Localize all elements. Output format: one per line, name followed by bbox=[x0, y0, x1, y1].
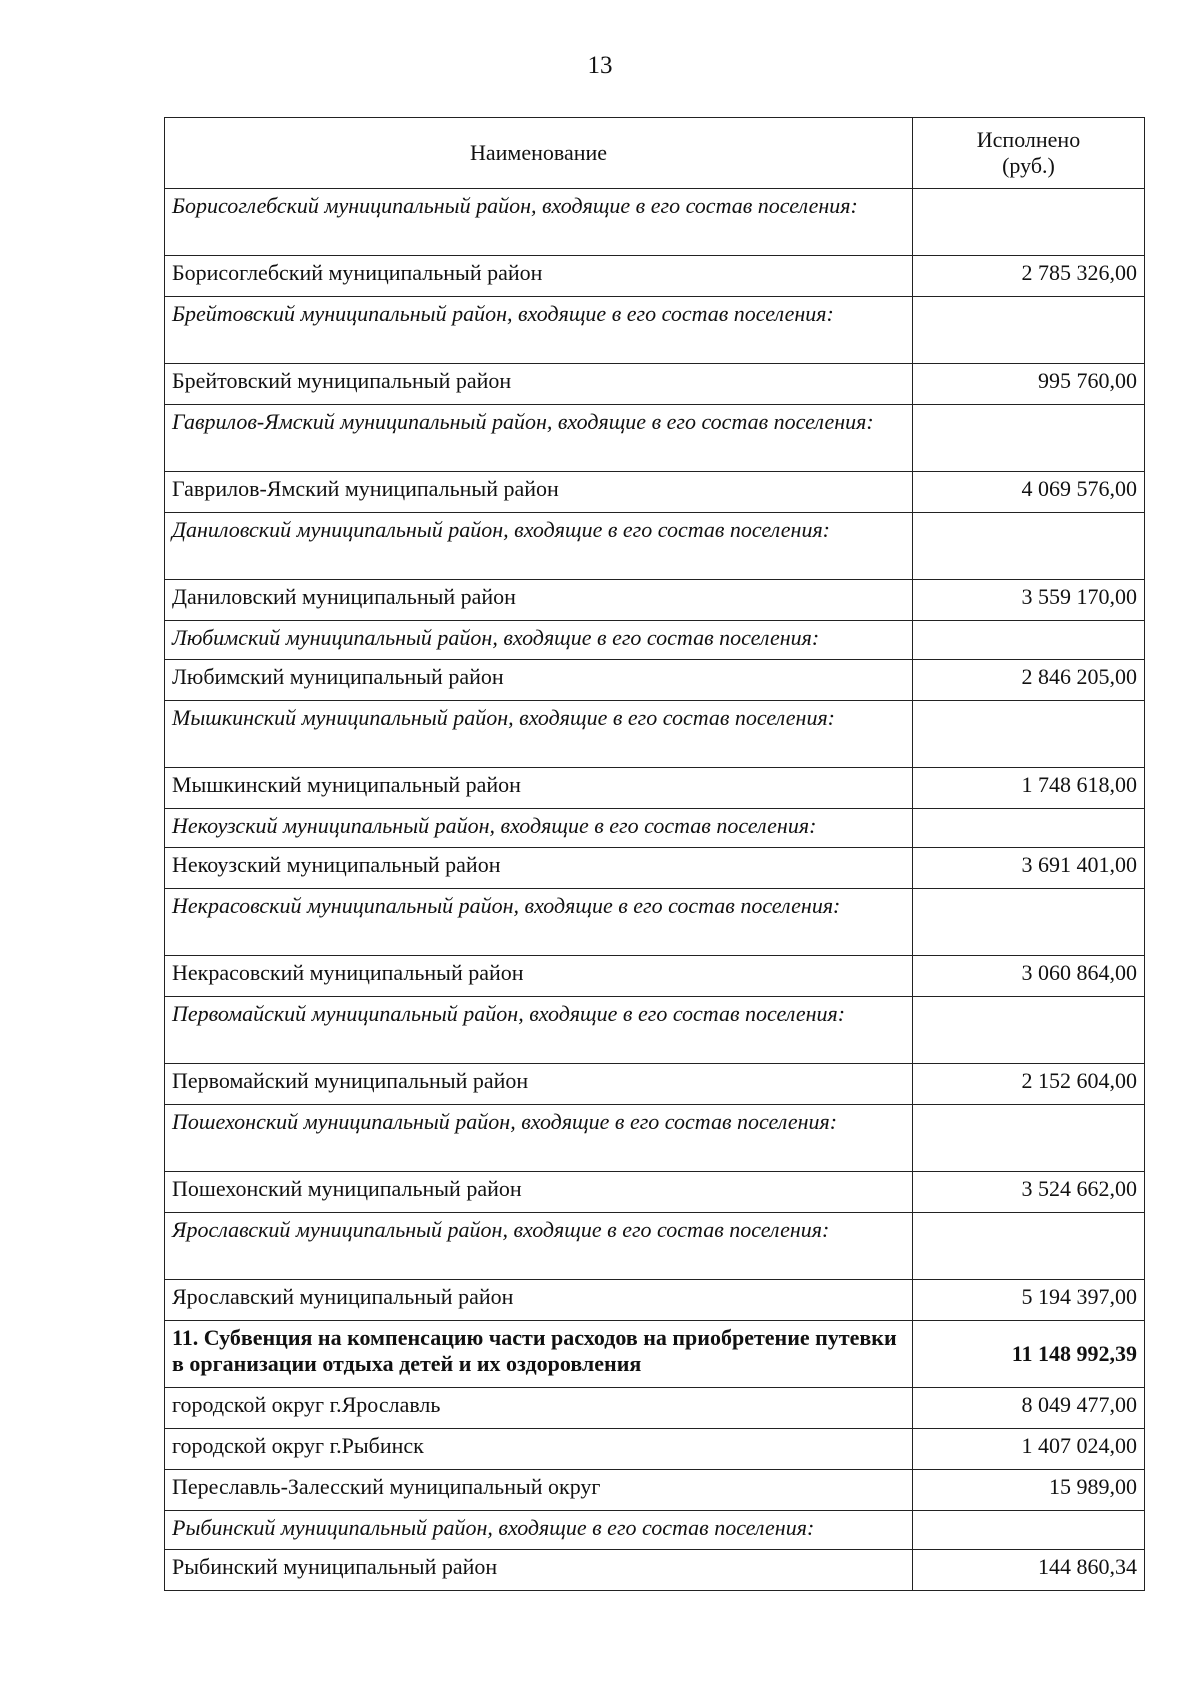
table-row bbox=[165, 580, 1145, 621]
row-value-cell bbox=[913, 189, 1145, 256]
row-name-cell: Даниловский муниципальный район, входящие в его состав поселения: bbox=[165, 513, 913, 580]
row-name-cell: 11. Субвенция на компенсацию части расходов на приобретение путевки в организации отдыха детей и их оздоровления bbox=[165, 1321, 913, 1388]
row-name-cell: Пошехонский муниципальный район bbox=[165, 1172, 913, 1213]
group-header-row bbox=[165, 1511, 1145, 1550]
row-value-cell: 1 407 024,00 bbox=[913, 1429, 1145, 1470]
row-value-cell bbox=[913, 701, 1145, 768]
row-name-cell: Любимский муниципальный район bbox=[165, 660, 913, 701]
row-value-cell: 3 559 170,00 bbox=[913, 580, 1145, 621]
row-name-cell: Борисоглебский муниципальный район bbox=[165, 256, 913, 297]
table-row bbox=[165, 1470, 1145, 1511]
group-header-row bbox=[165, 809, 1145, 848]
row-name-cell: Первомайский муниципальный район bbox=[165, 1064, 913, 1105]
row-name-cell: Мышкинский муниципальный район, входящие в его состав поселения: bbox=[165, 701, 913, 768]
group-header-row bbox=[165, 1213, 1145, 1280]
row-value-cell: 995 760,00 bbox=[913, 364, 1145, 405]
row-value-cell: 2 152 604,00 bbox=[913, 1064, 1145, 1105]
row-name-cell: Ярославский муниципальный район bbox=[165, 1280, 913, 1321]
table-body bbox=[165, 189, 1145, 1591]
row-value-cell bbox=[913, 889, 1145, 956]
row-name-cell: Некоузский муниципальный район, входящие в его состав поселения: bbox=[165, 809, 913, 848]
row-name-cell: Брейтовский муниципальный район, входящие в его состав поселения: bbox=[165, 297, 913, 364]
table-row bbox=[165, 256, 1145, 297]
group-header-row bbox=[165, 621, 1145, 660]
group-header-row bbox=[165, 513, 1145, 580]
group-header-row bbox=[165, 701, 1145, 768]
row-value-cell: 15 989,00 bbox=[913, 1470, 1145, 1511]
row-name-cell: Рыбинский муниципальный район bbox=[165, 1550, 913, 1591]
row-value-cell bbox=[913, 297, 1145, 364]
table-row bbox=[165, 1550, 1145, 1591]
row-name-cell: Брейтовский муниципальный район bbox=[165, 364, 913, 405]
row-value-cell: 144 860,34 bbox=[913, 1550, 1145, 1591]
row-value-cell: 2 785 326,00 bbox=[913, 256, 1145, 297]
row-name-cell: Переславль-Залесский муниципальный округ bbox=[165, 1470, 913, 1511]
row-value-cell: 1 748 618,00 bbox=[913, 768, 1145, 809]
group-header-row bbox=[165, 405, 1145, 472]
group-header-row bbox=[165, 189, 1145, 256]
row-value-cell: 3 691 401,00 bbox=[913, 848, 1145, 889]
row-name-cell: Пошехонский муниципальный район, входящие в его состав поселения: bbox=[165, 1105, 913, 1172]
table-row bbox=[165, 660, 1145, 701]
table-row bbox=[165, 1172, 1145, 1213]
row-value-cell bbox=[913, 621, 1145, 660]
row-name-cell: городской округ г.Ярославль bbox=[165, 1388, 913, 1429]
row-value-cell: 11 148 992,39 bbox=[913, 1321, 1145, 1388]
table-row bbox=[165, 768, 1145, 809]
row-name-cell: Борисоглебский муниципальный район, входящие в его состав поселения: bbox=[165, 189, 913, 256]
row-value-cell bbox=[913, 513, 1145, 580]
row-name-cell: Гаврилов-Ямский муниципальный район bbox=[165, 472, 913, 513]
table-row bbox=[165, 848, 1145, 889]
page-number: 13 bbox=[587, 52, 613, 79]
row-name-cell: Любимский муниципальный район, входящие в его состав поселения: bbox=[165, 621, 913, 660]
row-name-cell: Первомайский муниципальный район, входящие в его состав поселения: bbox=[165, 997, 913, 1064]
row-value-cell: 5 194 397,00 bbox=[913, 1280, 1145, 1321]
row-name-cell: Гаврилов-Ямский муниципальный район, входящие в его состав поселения: bbox=[165, 405, 913, 472]
row-name-cell: Некрасовский муниципальный район, входящие в его состав поселения: bbox=[165, 889, 913, 956]
row-value-cell bbox=[913, 1105, 1145, 1172]
row-name-cell: Ярославский муниципальный район, входящие в его состав поселения: bbox=[165, 1213, 913, 1280]
row-name-cell: Рыбинский муниципальный район, входящие в его состав поселения: bbox=[165, 1511, 913, 1550]
row-value-cell: 8 049 477,00 bbox=[913, 1388, 1145, 1429]
table-header bbox=[165, 118, 1145, 189]
table-row bbox=[165, 1064, 1145, 1105]
group-header-row bbox=[165, 997, 1145, 1064]
table-row bbox=[165, 1280, 1145, 1321]
table-row bbox=[165, 472, 1145, 513]
row-value-cell: 4 069 576,00 bbox=[913, 472, 1145, 513]
row-value-cell: 3 060 864,00 bbox=[913, 956, 1145, 997]
group-header-row bbox=[165, 297, 1145, 364]
column-header-name: Наименование bbox=[165, 118, 913, 189]
group-header-row bbox=[165, 889, 1145, 956]
row-name-cell: Некрасовский муниципальный район bbox=[165, 956, 913, 997]
group-header-row bbox=[165, 1105, 1145, 1172]
expenditure-table bbox=[164, 117, 1145, 1591]
row-name-cell: городской округ г.Рыбинск bbox=[165, 1429, 913, 1470]
row-value-cell bbox=[913, 405, 1145, 472]
table-header-row bbox=[165, 118, 1145, 189]
row-value-cell: 3 524 662,00 bbox=[913, 1172, 1145, 1213]
table-row bbox=[165, 1429, 1145, 1470]
table-row bbox=[165, 364, 1145, 405]
row-value-cell bbox=[913, 1511, 1145, 1550]
section-row bbox=[165, 1321, 1145, 1388]
row-value-cell bbox=[913, 997, 1145, 1064]
table-row bbox=[165, 956, 1145, 997]
row-value-cell: 2 846 205,00 bbox=[913, 660, 1145, 701]
row-value-cell bbox=[913, 1213, 1145, 1280]
column-header-value: Исполнено (руб.) bbox=[913, 118, 1145, 189]
row-name-cell: Некоузский муниципальный район bbox=[165, 848, 913, 889]
row-value-cell bbox=[913, 809, 1145, 848]
row-name-cell: Мышкинский муниципальный район bbox=[165, 768, 913, 809]
table-row bbox=[165, 1388, 1145, 1429]
row-name-cell: Даниловский муниципальный район bbox=[165, 580, 913, 621]
